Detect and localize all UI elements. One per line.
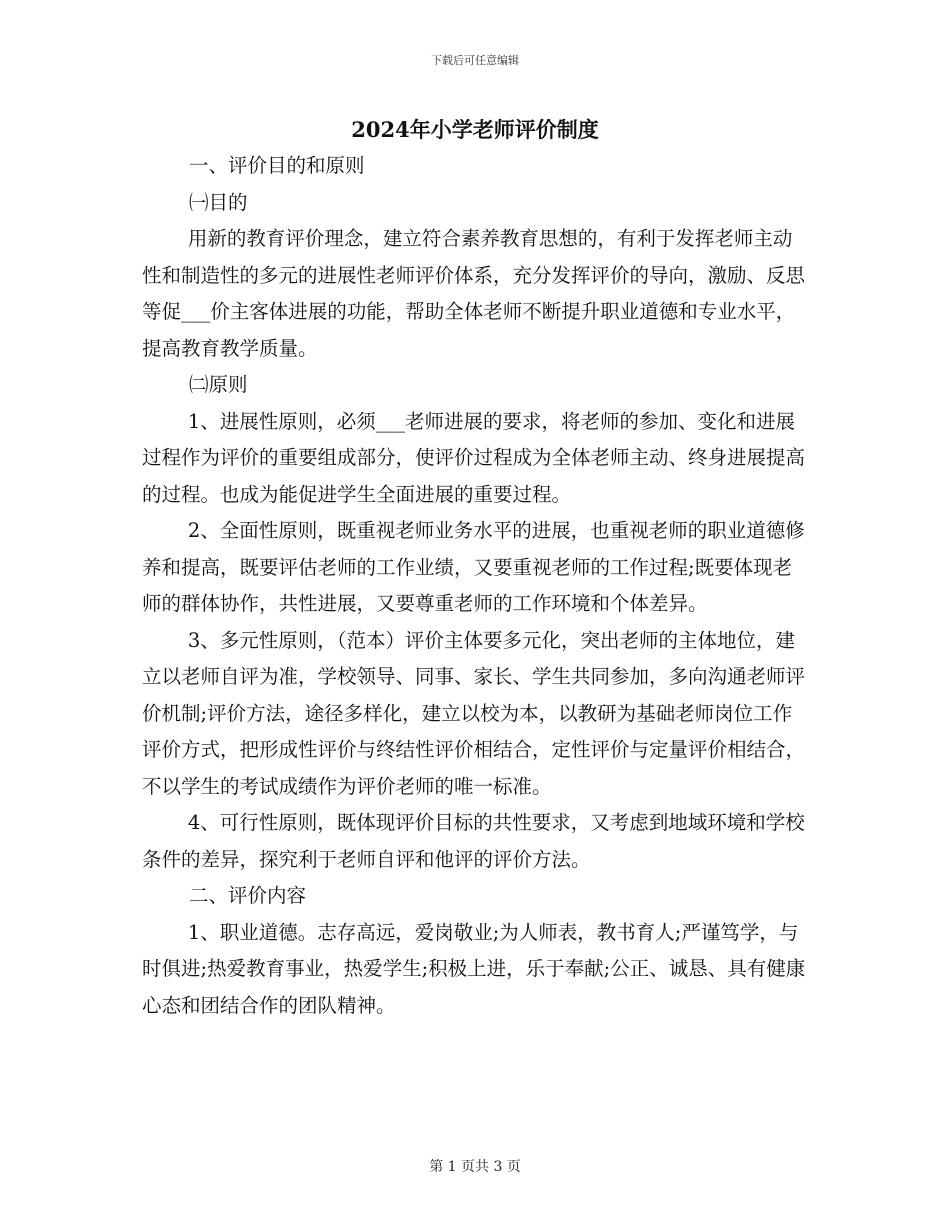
section-heading-1: 一、评价目的和原则 <box>189 154 365 177</box>
page-footer: 第 1 页共 3 页 <box>429 1159 521 1175</box>
page-header: 下载后可任意编辑 <box>431 54 519 67</box>
section-heading-2: 二、评价内容 <box>189 884 307 907</box>
document-title: 2024年小学老师评价制度 <box>351 117 599 142</box>
subsection-heading-purpose: ㈠目的 <box>189 190 248 214</box>
paragraph-principle-4: 4、可行性原则，既体现评价目标的共性要求，又考虑到地域环境和学校条件的差异，探究利于老师自评和他评的评价方法。 <box>142 811 805 871</box>
paragraph-principle-2: 2、全面性原则，既重视老师业务水平的进展，也重视老师的职业道德修养和提高，既要评估老师的工作业绩，又要重视老师的工作过程;既要体现老师的群体协作，共性进展，又要尊重老师的工作环境和个体差异。 <box>142 519 805 615</box>
paragraph-principle-1: 1、进展性原则，必须___老师进展的要求，将老师的参加、变化和进展过程作为评价的重要组成部分，使评价过程成为全体老师主动、终身进展提高的过程。也成为能促进学生全面进展的重要过程。 <box>142 409 806 506</box>
subsection-heading-principles: ㈡原则 <box>189 373 248 396</box>
document-body <box>142 148 810 1024</box>
paragraph-content-1: 1、职业道德。志存高远，爱岗敬业;为人师表，教书育人;严谨笃学，与时俱进;热爱教育事业，热爱学生;积极上进，乐于奉献;公正、诚恳、具有健康心态和团结合作的团队精神。 <box>142 920 806 1017</box>
paragraph-principle-3: 3、多元性原则，（范本）评价主体要多元化，突出老师的主体地位，建立以老师自评为准，学校领导、同事、家长、学生共同参加，多向沟通老师评价机制;评价方法，途径多样化，建立以校为本，以教研为基础老师岗位工作评价方式，把形成性评价与终结性评价相结合，定性评价与定量评价相结合，不以学生的考试成绩作为评价老师的唯一标准。 <box>142 628 806 798</box>
paragraph-purpose: 用新的教育评价理念，建立符合素养教育思想的，有利于发挥老师主动性和制造性的多元的进展性老师评价体系，充分发挥评价的导向，激励、反思等促___价主客体进展的功能，帮助全体老师不断提升职业道德和专业水平，提高教育教学质量。 <box>142 227 806 360</box>
